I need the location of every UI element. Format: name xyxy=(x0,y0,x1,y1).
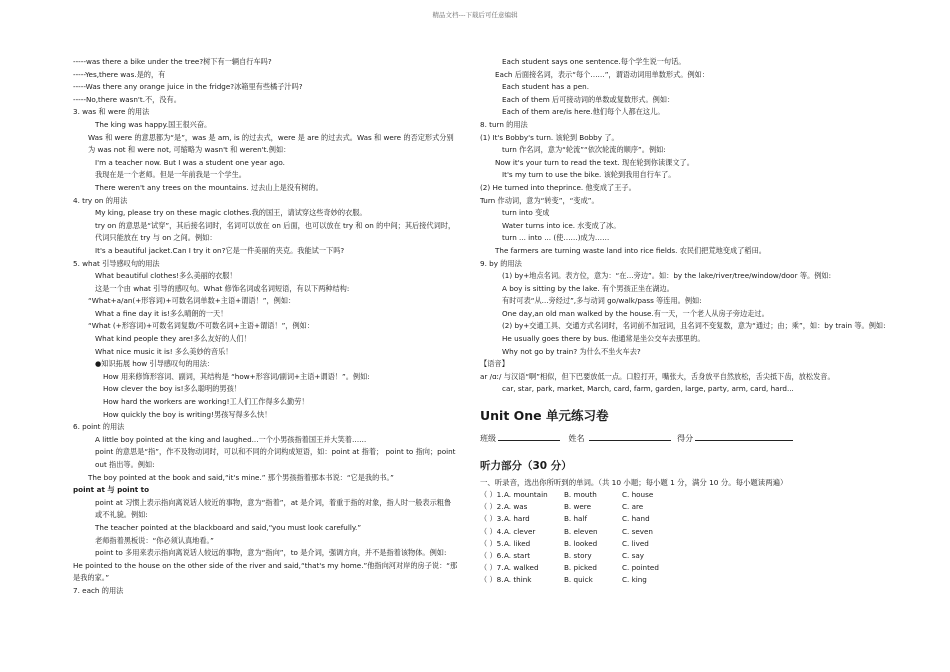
left-line: My king, please try on these magic clothes.我的国王，请试穿这些奇妙的衣服。 xyxy=(95,208,367,218)
option-a[interactable]: A. think xyxy=(504,575,532,585)
class-blank[interactable] xyxy=(498,432,560,441)
option-a[interactable]: A. clever xyxy=(504,526,536,536)
right-line: car, star, park, market, March, card, farm, garden, large, party, arm, card, hard... xyxy=(502,384,794,394)
right-column xyxy=(480,56,900,587)
left-line: What kind people they are!多么友好的人们！ xyxy=(95,334,251,344)
left-line: There weren't any trees on the mountains. 过去山上是没有树的。 xyxy=(95,182,323,192)
question-row xyxy=(480,526,900,538)
left-line: Was 和 were 的意思都为“是”，was 是 am, is 的过去式，were 是 are 的过去式。Was 和 were 的否定形式分别为 was not 和 were not, 可缩略为 wasn't 和 weren't.例如： xyxy=(88,132,454,155)
right-line: Each student says one sentence.每个学生说一句话。 xyxy=(502,57,686,66)
left-line: point at 与 point to xyxy=(73,485,150,495)
right-line: A boy is sitting by the lake. 有个男孩正坐在湖边。 xyxy=(502,283,674,293)
right-line: Turn 作动词，意为“转变”，“变成”。 xyxy=(480,195,599,205)
option-b[interactable]: B. story xyxy=(564,551,592,561)
question-number: （ ）7. xyxy=(480,563,504,573)
option-a[interactable]: A. mountain xyxy=(504,490,548,500)
right-line: He usually goes there by bus. 他通常是坐公交车去那里的。 xyxy=(502,334,705,344)
right-line: ar /ɑː/ 与汉语“啊”相似，但下巴要放低一点。口腔打开，嘴张大，舌身放平自然放松，舌尖抵下齿，放松发音。 xyxy=(480,371,835,381)
question-row xyxy=(480,538,900,550)
option-c[interactable]: C. say xyxy=(622,551,644,561)
left-line: What beautiful clothes!多么美丽的衣服！ xyxy=(95,271,237,281)
left-line: -----No,there wasn't.不，没有。 xyxy=(73,94,181,104)
left-line: 老师指着黑板说：“你必须认真地看。” xyxy=(95,535,214,545)
option-c[interactable]: C. lived xyxy=(622,538,649,548)
left-line: 3. was 和 were 的用法 xyxy=(73,107,150,117)
question-row xyxy=(480,550,900,562)
option-c[interactable]: C. are xyxy=(622,502,644,512)
left-line: 6. point 的用法 xyxy=(73,422,125,432)
left-line: ●知识拓展 how 引导感叹句的用法： xyxy=(95,359,215,369)
right-line: 8. turn 的用法 xyxy=(480,119,528,129)
right-line: Now it's your turn to read the text. 现在轮到你读课文了。 xyxy=(495,157,694,167)
right-line: turn into 变成 xyxy=(502,208,550,218)
option-c[interactable]: C. hand xyxy=(622,514,650,524)
right-line: turn ... into ... (使……)成为…… xyxy=(502,233,610,243)
question-number: （ ）5. xyxy=(480,538,504,548)
option-c[interactable]: C. king xyxy=(622,575,647,585)
left-line: It's a beautiful jacket.Can I try it on?它是一件美丽的夹克。我能试一下吗? xyxy=(95,245,345,255)
left-line: 5. what 引导感叹句的用法 xyxy=(73,258,160,268)
left-line: 7. each 的用法 xyxy=(73,585,124,595)
right-line: (1) by+地点名词。表方位，意为：“在…旁边”。如：by the lake/river/tree/window/door 等。例如: xyxy=(502,271,831,281)
right-line: Each student has a pen. xyxy=(502,82,590,92)
right-line: (2) by+交通工具、交通方式名词时，名词前不加冠词，且名词不变复数，意为“通过；由；乘”，如：by train 等。例如: xyxy=(502,321,886,331)
right-line: turn 作名词，意为“轮流”“依次轮流的顺序”。例如: xyxy=(502,145,666,155)
left-line: 我现在是一个老师。但是一年前我是一个学生。 xyxy=(95,170,246,180)
right-line: 9. by 的用法 xyxy=(480,258,522,268)
option-b[interactable]: B. mouth xyxy=(564,490,597,500)
left-line: 这是一个由 what 引导的感叹句。What 修饰名词或名词短语，有以下两种结构: xyxy=(95,283,350,293)
right-line: Each of them are/is here.他们每个人都在这儿。 xyxy=(502,107,665,117)
question-number: （ ）8. xyxy=(480,575,504,585)
left-line: -----Was there any orange juice in the fridge?冰箱里有些橘子汁吗? xyxy=(73,82,303,92)
right-line: Each of them 后可接动词的单数或复数形式。例如： xyxy=(502,94,675,104)
left-line: The teacher pointed at the blackboard and said,“you must look carefully.” xyxy=(95,522,362,532)
option-c[interactable]: C. pointed xyxy=(622,563,659,573)
question-list xyxy=(480,489,900,587)
name-blank[interactable] xyxy=(589,432,671,441)
question-number: （ ）3. xyxy=(480,514,504,524)
name-label: 姓名 xyxy=(568,434,585,444)
option-b[interactable]: B. half xyxy=(564,514,587,524)
score-blank[interactable] xyxy=(695,432,793,441)
left-line: “What (+形容词)+可数名词复数/不可数名词+主语+谓语！”，例如： xyxy=(88,321,315,331)
page-header: 精品文档---下载后可任意编辑 xyxy=(432,11,518,19)
option-b[interactable]: B. picked xyxy=(564,563,597,573)
student-info-line xyxy=(480,432,900,445)
question-number: （ ）6. xyxy=(480,551,504,561)
option-a[interactable]: A. start xyxy=(504,551,531,561)
left-line: point to 多用来表示指向离说话人较远的事物，意为“指向”，to 是介词，强调方向，并不是指着该物体。例如: xyxy=(95,548,447,558)
right-line: Why not go by train? 为什么不坐火车去? xyxy=(502,346,641,356)
right-line: One day,an old man walked by the house.有一天，一个老人从房子旁边走过。 xyxy=(502,308,769,318)
left-line: How 用来修饰形容词、副词，其结构是 “how+形容词/副词+主语+谓语！”。例如: xyxy=(103,371,370,381)
left-line: “What+a/an(+形容词)+可数名词单数+主语+谓语！”，例如： xyxy=(88,296,296,306)
left-line: How hard the workers are working!工人们工作得多么勤劳！ xyxy=(103,397,309,407)
option-b[interactable]: B. eleven xyxy=(564,526,598,536)
class-label: 班级 xyxy=(480,434,496,444)
right-line: The farmers are turning waste land into rice fields. 农民们把荒地变成了稻田。 xyxy=(495,245,766,255)
option-a[interactable]: A. was xyxy=(504,502,528,512)
right-line: Each 后面接名词，表示“每个……”，谓语动词用单数形式。例如： xyxy=(495,69,710,79)
left-line: What a fine day it is!多么晴朗的一天！ xyxy=(95,308,228,318)
score-label: 得分 xyxy=(677,434,694,444)
question-number: （ ）1. xyxy=(480,490,504,500)
left-line: He pointed to the house on the other side of the river and said,“that's my home.”他指向河对岸的房子说：“那是我的家。” xyxy=(73,560,458,583)
left-line: -----was there a bike under the tree?树下有一辆自行车吗? xyxy=(73,57,272,66)
option-a[interactable]: A. hard xyxy=(504,514,530,524)
option-b[interactable]: B. were xyxy=(564,502,592,512)
left-line: I'm a teacher now. But I was a student one year ago. xyxy=(95,157,285,167)
question-row xyxy=(480,562,900,574)
left-line: What nice music it is! 多么美妙的音乐！ xyxy=(95,346,233,356)
question-row xyxy=(480,489,900,501)
left-line: -----Yes,there was.是的，有 xyxy=(73,69,166,79)
unit-title: Unit One 单元练习卷 xyxy=(480,408,609,424)
option-b[interactable]: B. quick xyxy=(564,575,593,585)
right-notes xyxy=(480,56,900,396)
left-line: The king was happy.国王很兴奋。 xyxy=(95,119,212,129)
question-row xyxy=(480,501,900,513)
option-a[interactable]: A. walked xyxy=(504,563,539,573)
left-line: A little boy pointed at the king and laughed...一个小男孩指着国王并大笑着…… xyxy=(95,434,367,444)
left-line: 4. try on 的用法 xyxy=(73,195,128,205)
left-line: How clever the boy is!多么聪明的男孩！ xyxy=(103,384,241,394)
left-line: The boy pointed at the book and said,“it's mine.” 那个男孩指着那本书说：“它是我的书。” xyxy=(88,472,394,482)
option-a[interactable]: A. liked xyxy=(504,538,531,548)
right-line: 有时可表“从...旁经过”,多与动词 go/walk/pass 等连用。例如: xyxy=(502,296,702,306)
right-line: (1) It's Bobby's turn. 该轮到 Bobby 了。 xyxy=(480,132,619,142)
option-c[interactable]: C. house xyxy=(622,490,654,500)
option-c[interactable]: C. seven xyxy=(622,526,653,536)
question-row xyxy=(480,574,900,586)
right-line: Water turns into ice. 水变成了冰。 xyxy=(502,220,621,230)
right-line: 【语音】 xyxy=(480,359,509,369)
left-line: point at 习惯上表示指向离说话人较近的事物，意为“指着”，at 是介词，着重于指的对象，指人时一般表示粗鲁或不礼貌。例如: xyxy=(95,497,452,520)
question-number: （ ）4. xyxy=(480,526,504,536)
option-b[interactable]: B. looked xyxy=(564,538,598,548)
right-line: It's my turn to use the bike. 该轮到我用自行车了。 xyxy=(502,170,676,180)
question-number: （ ）2. xyxy=(480,502,504,512)
right-line: (2) He turned into theprince. 他变成了王子。 xyxy=(480,182,636,192)
left-line: How quickly the boy is writing!男孩写得多么快！ xyxy=(103,409,272,419)
listening-section-title: 听力部分（30 分） xyxy=(480,460,572,473)
left-line: point 的意思是“指”，作不及物动词时，可以和不同的介词构成短语，如：point at 指着； point to 指向；point out 指出等。例如: xyxy=(95,447,456,469)
left-column xyxy=(73,56,458,598)
left-line: try on 的意思是“试穿”，其后接名词时，名词可以放在 on 后面，也可以放在 try 和 on 的中间；其后接代词时，代词只能放在 try 与 on 之间。例如： xyxy=(95,220,456,243)
question-row xyxy=(480,513,900,525)
listening-instruction: 一、听录音，选出你所听到的单词。（共 10 小题；每小题 1 分，满分 10 分。每小题读两遍） xyxy=(480,478,788,488)
